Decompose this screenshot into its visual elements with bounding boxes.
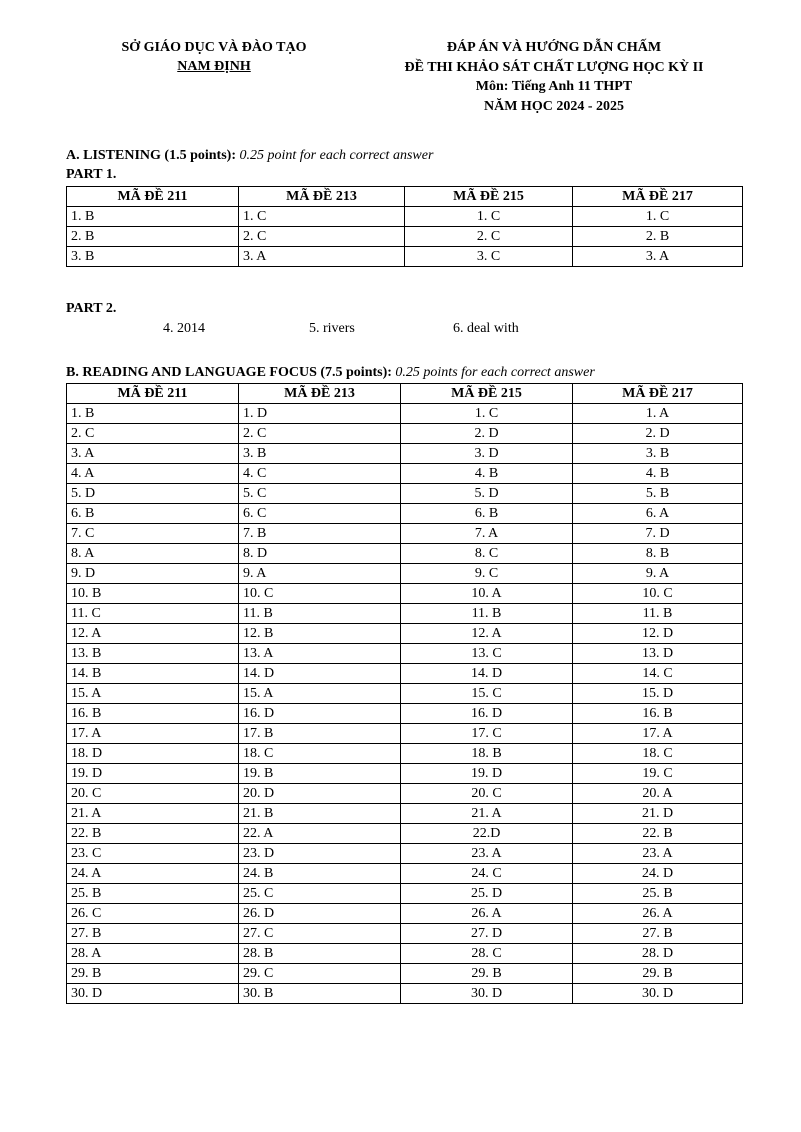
answer-cell: 6. A [573,504,743,524]
school-year: NĂM HỌC 2024 - 2025 [484,98,624,114]
table-row [67,564,743,584]
table-row [67,744,743,764]
reading-title: B. READING AND LANGUAGE FOCUS (7.5 points): [66,365,392,380]
answer-cell: 4. A [67,464,239,484]
answer-cell: 14. D [239,664,401,684]
answer-cell: 15. A [239,684,401,704]
table-row [67,584,743,604]
issuer-block [80,38,348,76]
answer-cell: 2. D [573,424,743,444]
answer-cell: 18. D [67,744,239,764]
table-row [67,544,743,564]
column-header: MÃ ĐỀ 211 [67,384,239,404]
table-row [67,207,743,227]
answer-cell: 18. C [239,744,401,764]
answer-cell: 24. A [67,864,239,884]
answer-cell: 23. A [573,844,743,864]
reading-note: 0.25 points for each correct answer [395,365,595,380]
part2-answer: 4. 2014 [163,321,205,336]
answer-cell: 24. D [573,864,743,884]
part2-title: PART 2. [66,301,117,316]
answer-cell: 17. B [239,724,401,744]
table-row [67,924,743,944]
subject-line: Môn: Tiếng Anh 11 THPT [475,79,633,94]
answer-cell: 13. B [67,644,239,664]
answer-cell: 25. D [401,884,573,904]
table-row [67,464,743,484]
listening-answer-table [66,186,743,267]
listening-section-heading [66,148,433,164]
answer-cell: 5. B [573,484,743,504]
answer-cell: 7. A [401,524,573,544]
answer-cell: 10. C [573,584,743,604]
table-row [67,964,743,984]
answer-cell: 5. D [401,484,573,504]
answer-cell: 2. B [573,227,743,247]
answer-cell: 4. C [239,464,401,484]
table-header-row [67,187,743,207]
answer-cell: 27. B [67,924,239,944]
answer-cell: 9. D [67,564,239,584]
answer-cell: 13. D [573,644,743,664]
answer-cell: 16. D [401,704,573,724]
answer-cell: 23. A [401,844,573,864]
table-row [67,227,743,247]
column-header: MÃ ĐỀ 217 [573,187,743,207]
answer-cell: 3. A [239,247,405,267]
answer-cell: 1. A [573,404,743,424]
table-row [67,944,743,964]
answer-cell: 12. A [401,624,573,644]
table-row [67,624,743,644]
table-row [67,824,743,844]
table-row [67,524,743,544]
table-header-row [67,384,743,404]
answer-cell: 6. B [401,504,573,524]
answer-cell: 2. C [67,424,239,444]
answer-cell: 17. A [573,724,743,744]
answer-cell: 14. C [573,664,743,684]
answer-cell: 23. C [67,844,239,864]
answer-cell: 16. B [573,704,743,724]
answer-cell: 6. C [239,504,401,524]
column-header: MÃ ĐỀ 213 [239,384,401,404]
answer-cell: 29. B [67,964,239,984]
document-title-block [368,38,740,116]
answer-cell: 26. A [573,904,743,924]
answer-cell: 19. B [239,764,401,784]
answer-cell: 11. B [239,604,401,624]
answer-cell: 21. B [239,804,401,824]
answer-cell: 8. D [239,544,401,564]
answer-cell: 12. B [239,624,401,644]
answer-cell: 17. A [67,724,239,744]
answer-cell: 3. D [401,444,573,464]
answer-cell: 20. D [239,784,401,804]
answer-cell: 3. C [405,247,573,267]
answer-cell: 4. B [573,464,743,484]
answer-cell: 13. A [239,644,401,664]
answer-cell: 15. A [67,684,239,704]
part2-answer: 6. deal with [453,321,519,336]
answer-cell: 22. B [67,824,239,844]
answer-cell: 23. D [239,844,401,864]
column-header: MÃ ĐỀ 213 [239,187,405,207]
table-row [67,664,743,684]
answer-cell: 19. D [67,764,239,784]
answer-cell: 29. C [239,964,401,984]
listening-note: 0.25 point for each correct answer [239,148,434,163]
answer-cell: 20. A [573,784,743,804]
answer-cell: 24. B [239,864,401,884]
answer-cell: 7. B [239,524,401,544]
table-row [67,804,743,824]
answer-cell: 27. B [573,924,743,944]
answer-cell: 26. D [239,904,401,924]
reading-answer-table [66,383,743,1004]
column-header: MÃ ĐỀ 215 [401,384,573,404]
answer-cell: 30. D [67,984,239,1004]
answer-cell: 1. C [405,207,573,227]
answer-cell: 15. D [573,684,743,704]
column-header: MÃ ĐỀ 211 [67,187,239,207]
answer-cell: 3. B [67,247,239,267]
answer-cell: 1. B [67,207,239,227]
answer-cell: 22. A [239,824,401,844]
answer-cell: 12. D [573,624,743,644]
answer-cell: 10. B [67,584,239,604]
table-row [67,444,743,464]
column-header: MÃ ĐỀ 215 [405,187,573,207]
column-header: MÃ ĐỀ 217 [573,384,743,404]
table-row [67,904,743,924]
answer-cell: 16. B [67,704,239,724]
answer-cell: 1. D [239,404,401,424]
answer-cell: 3. B [573,444,743,464]
answer-cell: 30. B [239,984,401,1004]
answer-cell: 28. C [401,944,573,964]
answer-cell: 28. B [239,944,401,964]
answer-cell: 17. C [401,724,573,744]
answer-cell: 11. B [401,604,573,624]
answer-cell: 9. A [573,564,743,584]
answer-cell: 1. C [573,207,743,227]
answer-cell: 1. C [239,207,405,227]
answer-cell: 21. D [573,804,743,824]
part1-title: PART 1. [66,167,117,182]
answer-cell: 15. C [401,684,573,704]
answer-cell: 2. B [67,227,239,247]
answer-cell: 3. B [239,444,401,464]
answer-cell: 7. D [573,524,743,544]
answer-cell: 10. A [401,584,573,604]
table-row [67,864,743,884]
answer-cell: 14. D [401,664,573,684]
listening-title: A. LISTENING (1.5 points): [66,148,236,163]
answer-cell: 18. C [573,744,743,764]
answer-cell: 5. C [239,484,401,504]
answer-cell: 19. D [401,764,573,784]
answer-cell: 8. B [573,544,743,564]
table-row [67,704,743,724]
answer-cell: 8. C [401,544,573,564]
table-row [67,724,743,744]
answer-cell: 10. C [239,584,401,604]
answer-cell: 3. A [573,247,743,267]
answer-cell: 24. C [401,864,573,884]
answer-cell: 12. A [67,624,239,644]
answer-cell: 30. D [573,984,743,1004]
answer-cell: 11. C [67,604,239,624]
answer-cell: 25. C [239,884,401,904]
answer-cell: 9. A [239,564,401,584]
answer-cell: 3. A [67,444,239,464]
table-row [67,644,743,664]
answer-cell: 11. B [573,604,743,624]
answer-cell: 20. C [401,784,573,804]
table-row [67,404,743,424]
answer-cell: 26. A [401,904,573,924]
answer-cell: 22. B [573,824,743,844]
table-row [67,504,743,524]
answer-cell: 18. B [401,744,573,764]
answer-cell: 21. A [67,804,239,824]
document-title: ĐÁP ÁN VÀ HƯỚNG DẪN CHẤM [446,40,662,55]
answer-cell: 29. B [401,964,573,984]
answer-cell: 5. D [67,484,239,504]
table-row [67,884,743,904]
answer-cell: 25. B [573,884,743,904]
answer-cell: 20. C [67,784,239,804]
table-row [67,247,743,267]
table-row [67,424,743,444]
answer-cell: 2. C [239,227,405,247]
answer-cell: 8. A [67,544,239,564]
table-row [67,784,743,804]
exam-title: ĐỀ THI KHẢO SÁT CHẤT LƯỢNG HỌC KỲ II [404,59,704,75]
answer-cell: 4. B [401,464,573,484]
answer-cell: 29. B [573,964,743,984]
answer-cell: 30. D [401,984,573,1004]
answer-cell: 7. C [67,524,239,544]
answer-cell: 1. C [401,404,573,424]
answer-cell: 6. B [67,504,239,524]
issuer-department: SỞ GIÁO DỤC VÀ ĐÀO TẠO [121,40,307,55]
part2-answer: 5. rivers [309,321,355,336]
answer-cell: 25. B [67,884,239,904]
table-row [67,984,743,1004]
answer-cell: 19. C [573,764,743,784]
answer-cell: 14. B [67,664,239,684]
answer-cell: 9. C [401,564,573,584]
answer-cell: 2. C [405,227,573,247]
table-row [67,844,743,864]
table-row [67,684,743,704]
answer-cell: 26. C [67,904,239,924]
table-row [67,604,743,624]
answer-cell: 2. D [401,424,573,444]
reading-section-heading [66,365,595,381]
answer-cell: 13. C [401,644,573,664]
answer-cell: 22.D [401,824,573,844]
issuer-province: NAM ĐỊNH [177,59,251,74]
table-row [67,764,743,784]
table-row [67,484,743,504]
answer-cell: 1. B [67,404,239,424]
answer-cell: 16. D [239,704,401,724]
answer-cell: 2. C [239,424,401,444]
answer-cell: 28. A [67,944,239,964]
answer-cell: 27. D [401,924,573,944]
answer-cell: 28. D [573,944,743,964]
answer-cell: 27. C [239,924,401,944]
answer-cell: 21. A [401,804,573,824]
